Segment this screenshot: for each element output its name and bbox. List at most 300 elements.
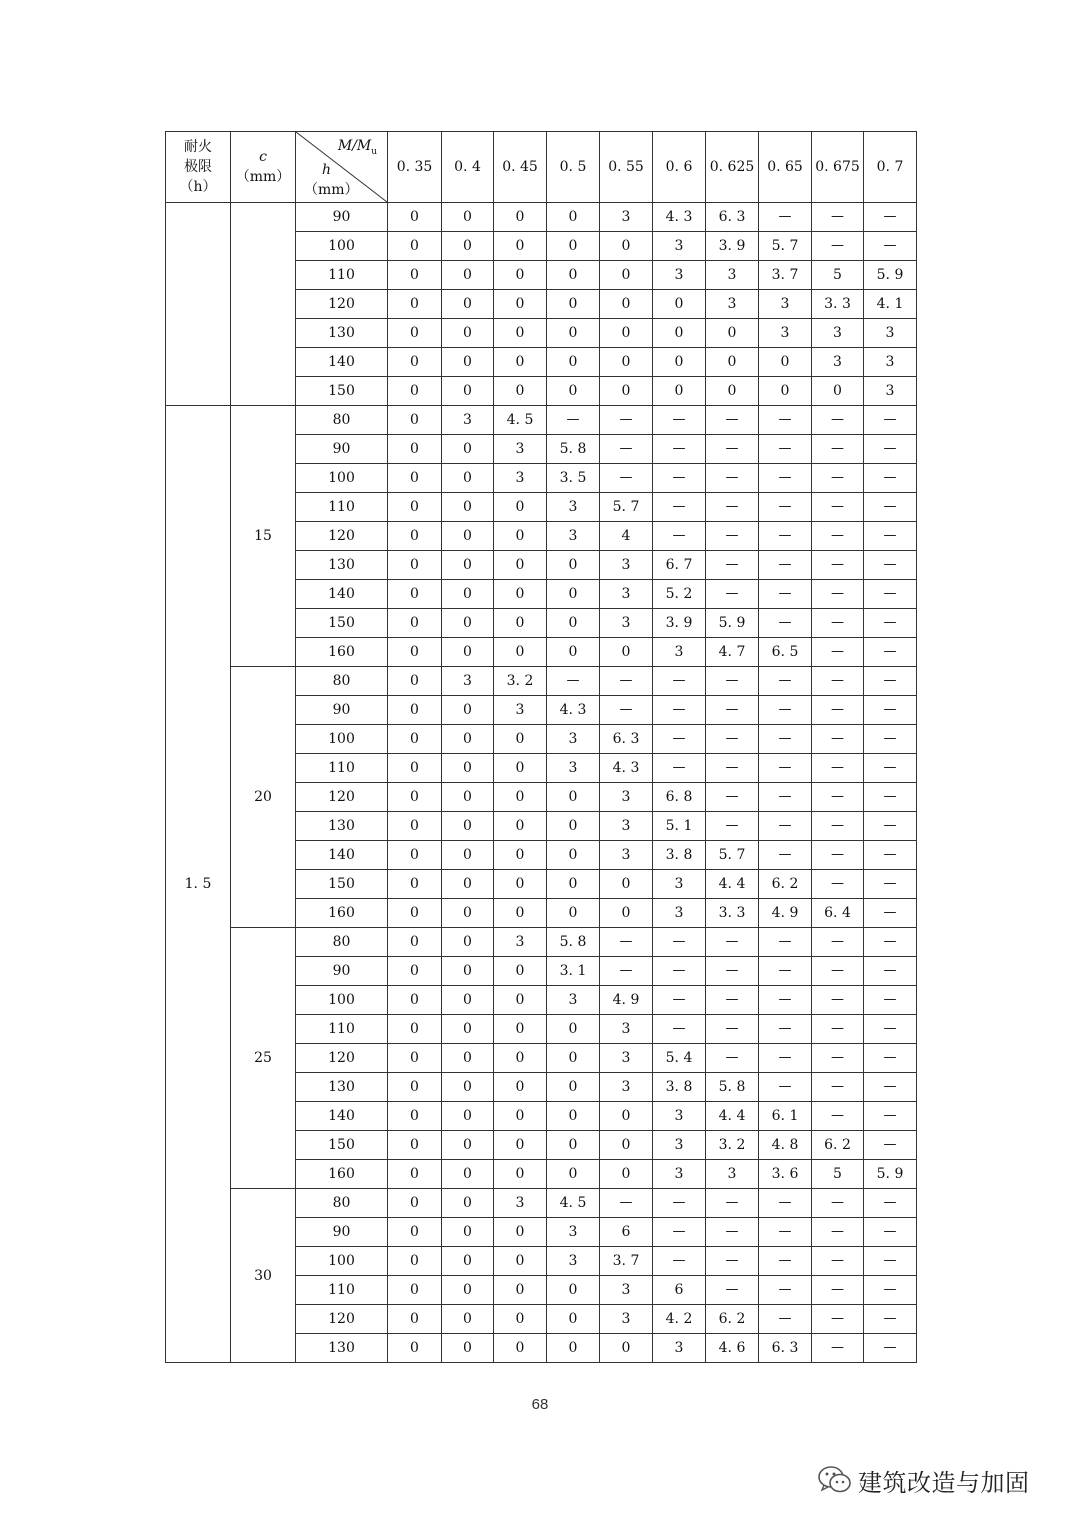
value-cell: 0: [547, 899, 600, 928]
value-cell: 5. 7: [706, 841, 759, 870]
value-cell: 5: [812, 261, 864, 290]
table-header-row: [166, 132, 917, 203]
value-cell: 0: [494, 986, 547, 1015]
value-cell: 0: [547, 377, 600, 406]
value-cell: —: [706, 406, 759, 435]
section-height-cell: 120: [296, 1044, 388, 1073]
header-fire-limit-label: [179, 139, 216, 195]
value-cell: 3: [547, 493, 600, 522]
value-cell: 0: [600, 319, 653, 348]
value-cell: 0: [442, 783, 494, 812]
value-cell: 3. 1: [547, 957, 600, 986]
value-cell: 0: [494, 638, 547, 667]
cover-thickness-cell: [231, 203, 296, 406]
value-cell: 0: [388, 986, 442, 1015]
value-cell: —: [759, 609, 812, 638]
value-cell: 4. 3: [600, 754, 653, 783]
section-height-cell: 160: [296, 899, 388, 928]
value-cell: —: [547, 667, 600, 696]
value-cell: 0: [547, 551, 600, 580]
value-cell: —: [812, 435, 864, 464]
section-height-cell: 110: [296, 261, 388, 290]
section-height-cell: 100: [296, 1247, 388, 1276]
value-cell: —: [600, 1189, 653, 1218]
value-cell: 3. 2: [494, 667, 547, 696]
value-cell: —: [759, 812, 812, 841]
value-cell: 0: [388, 928, 442, 957]
value-cell: —: [706, 812, 759, 841]
value-cell: —: [759, 551, 812, 580]
value-cell: —: [864, 580, 917, 609]
value-cell: 3: [494, 464, 547, 493]
value-cell: —: [812, 667, 864, 696]
section-height-cell: 120: [296, 290, 388, 319]
value-cell: 3: [547, 522, 600, 551]
value-cell: 0: [494, 1218, 547, 1247]
value-cell: —: [706, 783, 759, 812]
value-cell: 0: [388, 870, 442, 899]
value-cell: 0: [388, 957, 442, 986]
value-cell: 0: [547, 812, 600, 841]
value-cell: —: [653, 435, 706, 464]
value-cell: 0: [812, 377, 864, 406]
value-cell: 0: [388, 638, 442, 667]
value-cell: 0: [388, 580, 442, 609]
section-height-cell: 90: [296, 696, 388, 725]
value-cell: —: [653, 1015, 706, 1044]
value-cell: —: [600, 464, 653, 493]
value-cell: 3: [600, 812, 653, 841]
value-cell: 0: [494, 1247, 547, 1276]
value-cell: —: [759, 841, 812, 870]
value-cell: 0: [388, 1160, 442, 1189]
value-cell: —: [864, 870, 917, 899]
section-height-cell: 120: [296, 1305, 388, 1334]
value-cell: —: [812, 522, 864, 551]
value-cell: 3: [864, 319, 917, 348]
value-cell: 3: [600, 1276, 653, 1305]
value-cell: 0: [442, 1073, 494, 1102]
value-cell: 0: [600, 1334, 653, 1363]
section-height-cell: 110: [296, 754, 388, 783]
value-cell: —: [812, 841, 864, 870]
value-cell: —: [600, 957, 653, 986]
value-cell: 0: [600, 290, 653, 319]
value-cell: —: [812, 1102, 864, 1131]
header-col: 0. 4: [442, 132, 494, 203]
value-cell: 0: [442, 1131, 494, 1160]
header-fire-limit: [166, 132, 231, 203]
header-moment-ratio-label: M/M: [337, 138, 372, 154]
value-cell: —: [759, 493, 812, 522]
value-cell: 0: [653, 290, 706, 319]
value-cell: 0: [388, 551, 442, 580]
value-cell: 0: [388, 1247, 442, 1276]
header-fire-limit-line: 耐火: [184, 139, 212, 155]
value-cell: 6: [600, 1218, 653, 1247]
value-cell: —: [864, 1131, 917, 1160]
value-cell: 3: [547, 725, 600, 754]
value-cell: —: [759, 725, 812, 754]
value-cell: —: [653, 1218, 706, 1247]
value-cell: 0: [442, 725, 494, 754]
value-cell: —: [759, 1073, 812, 1102]
value-cell: 4. 6: [706, 1334, 759, 1363]
value-cell: 0: [388, 1334, 442, 1363]
value-cell: 0: [388, 406, 442, 435]
header-h-unit: （mm）: [304, 182, 359, 198]
value-cell: 3: [864, 377, 917, 406]
value-cell: 0: [442, 522, 494, 551]
value-cell: 0: [547, 638, 600, 667]
header-moment-ratio: [338, 138, 377, 160]
value-cell: 3: [706, 290, 759, 319]
value-cell: 3: [600, 203, 653, 232]
value-cell: 5: [812, 1160, 864, 1189]
value-cell: 3: [706, 261, 759, 290]
value-cell: 0: [547, 1015, 600, 1044]
header-fire-limit-line: （h）: [179, 179, 217, 195]
value-cell: 0: [547, 1334, 600, 1363]
value-cell: —: [812, 203, 864, 232]
value-cell: 0: [706, 348, 759, 377]
value-cell: 0: [547, 1102, 600, 1131]
value-cell: 4. 2: [653, 1305, 706, 1334]
value-cell: 3: [547, 986, 600, 1015]
value-cell: 0: [494, 1102, 547, 1131]
value-cell: 3. 7: [600, 1247, 653, 1276]
value-cell: 0: [494, 725, 547, 754]
value-cell: —: [706, 493, 759, 522]
value-cell: 0: [706, 319, 759, 348]
value-cell: 3: [494, 928, 547, 957]
value-cell: 3: [600, 1015, 653, 1044]
value-cell: —: [600, 667, 653, 696]
value-cell: —: [812, 754, 864, 783]
value-cell: 0: [442, 754, 494, 783]
value-cell: —: [706, 1247, 759, 1276]
value-cell: —: [812, 957, 864, 986]
value-cell: —: [864, 406, 917, 435]
value-cell: 0: [600, 899, 653, 928]
value-cell: 0: [547, 232, 600, 261]
value-cell: —: [759, 928, 812, 957]
value-cell: —: [812, 725, 864, 754]
value-cell: 0: [547, 319, 600, 348]
value-cell: —: [812, 406, 864, 435]
value-cell: 0: [442, 464, 494, 493]
section-height-cell: 80: [296, 667, 388, 696]
value-cell: 0: [494, 1160, 547, 1189]
value-cell: 0: [494, 290, 547, 319]
value-cell: —: [653, 464, 706, 493]
value-cell: 0: [547, 1073, 600, 1102]
section-height-cell: 110: [296, 1015, 388, 1044]
value-cell: —: [653, 493, 706, 522]
value-cell: 0: [547, 870, 600, 899]
value-cell: —: [864, 638, 917, 667]
value-cell: 0: [600, 377, 653, 406]
value-cell: 4: [600, 522, 653, 551]
header-col: 0. 5: [547, 132, 600, 203]
value-cell: —: [706, 1276, 759, 1305]
value-cell: —: [706, 667, 759, 696]
value-cell: 0: [388, 1218, 442, 1247]
value-cell: 3. 9: [706, 232, 759, 261]
value-cell: 0: [388, 1305, 442, 1334]
header-col: 0. 35: [388, 132, 442, 203]
value-cell: 3: [653, 232, 706, 261]
value-cell: —: [600, 435, 653, 464]
value-cell: 3: [547, 1247, 600, 1276]
value-cell: —: [864, 493, 917, 522]
value-cell: 3: [653, 1102, 706, 1131]
value-cell: —: [812, 986, 864, 1015]
value-cell: —: [706, 1189, 759, 1218]
value-cell: 0: [442, 290, 494, 319]
value-cell: —: [812, 928, 864, 957]
value-cell: —: [812, 1015, 864, 1044]
value-cell: 0: [388, 1131, 442, 1160]
value-cell: —: [864, 1015, 917, 1044]
value-cell: —: [864, 522, 917, 551]
section-height-cell: 100: [296, 232, 388, 261]
value-cell: —: [759, 986, 812, 1015]
value-cell: 4. 5: [547, 1189, 600, 1218]
header-col: 0. 625: [706, 132, 759, 203]
value-cell: 3. 2: [706, 1131, 759, 1160]
value-cell: 0: [547, 1305, 600, 1334]
value-cell: 0: [442, 580, 494, 609]
value-cell: 6. 2: [706, 1305, 759, 1334]
section-height-cell: 130: [296, 812, 388, 841]
value-cell: 0: [494, 1044, 547, 1073]
section-height-cell: 140: [296, 580, 388, 609]
value-cell: 0: [388, 1015, 442, 1044]
header-col: 0. 55: [600, 132, 653, 203]
section-height-cell: 130: [296, 319, 388, 348]
value-cell: —: [706, 551, 759, 580]
value-cell: 6. 5: [759, 638, 812, 667]
value-cell: —: [864, 725, 917, 754]
table-row: [166, 203, 917, 232]
header-col: 0. 45: [494, 132, 547, 203]
value-cell: 3. 8: [653, 1073, 706, 1102]
value-cell: 0: [494, 1073, 547, 1102]
cover-thickness-cell: 25: [231, 928, 296, 1189]
value-cell: 3: [600, 1044, 653, 1073]
value-cell: —: [706, 522, 759, 551]
value-cell: —: [706, 754, 759, 783]
value-cell: 0: [388, 435, 442, 464]
value-cell: 0: [442, 957, 494, 986]
value-cell: 5. 9: [864, 1160, 917, 1189]
value-cell: 0: [653, 319, 706, 348]
value-cell: 0: [388, 1102, 442, 1131]
value-cell: —: [864, 928, 917, 957]
value-cell: 0: [442, 1305, 494, 1334]
value-cell: —: [706, 1044, 759, 1073]
value-cell: —: [706, 725, 759, 754]
section-height-cell: 120: [296, 522, 388, 551]
value-cell: 3. 3: [812, 290, 864, 319]
cover-thickness-cell: 20: [231, 667, 296, 928]
value-cell: —: [653, 725, 706, 754]
value-cell: 0: [442, 841, 494, 870]
value-cell: 0: [388, 725, 442, 754]
value-cell: 0: [494, 580, 547, 609]
value-cell: 4. 9: [759, 899, 812, 928]
value-cell: —: [864, 232, 917, 261]
value-cell: —: [600, 696, 653, 725]
value-cell: —: [864, 1044, 917, 1073]
section-height-cell: 150: [296, 870, 388, 899]
value-cell: 0: [388, 232, 442, 261]
value-cell: —: [812, 609, 864, 638]
value-cell: —: [864, 667, 917, 696]
table-row: [166, 1189, 917, 1218]
value-cell: 0: [442, 232, 494, 261]
value-cell: 0: [547, 203, 600, 232]
header-moment-ratio-sub: u: [371, 146, 377, 157]
value-cell: 0: [494, 1334, 547, 1363]
value-cell: 0: [494, 261, 547, 290]
section-height-cell: 120: [296, 783, 388, 812]
value-cell: 4. 4: [706, 870, 759, 899]
cover-thickness-cell: 30: [231, 1189, 296, 1363]
value-cell: —: [706, 928, 759, 957]
value-cell: 4. 3: [653, 203, 706, 232]
value-cell: 0: [442, 319, 494, 348]
wechat-icon: [816, 1463, 854, 1497]
value-cell: —: [759, 667, 812, 696]
value-cell: 3. 3: [706, 899, 759, 928]
value-cell: 3: [600, 783, 653, 812]
value-cell: 0: [600, 348, 653, 377]
value-cell: —: [547, 406, 600, 435]
section-height-cell: 130: [296, 551, 388, 580]
section-height-cell: 80: [296, 928, 388, 957]
value-cell: 0: [442, 870, 494, 899]
value-cell: —: [600, 406, 653, 435]
value-cell: —: [653, 754, 706, 783]
value-cell: 0: [388, 319, 442, 348]
value-cell: 6. 4: [812, 899, 864, 928]
value-cell: —: [812, 1276, 864, 1305]
value-cell: 3: [653, 899, 706, 928]
value-cell: —: [812, 812, 864, 841]
value-cell: 0: [494, 812, 547, 841]
value-cell: 3: [494, 1189, 547, 1218]
value-cell: 0: [653, 348, 706, 377]
value-cell: —: [864, 696, 917, 725]
table-row: [166, 406, 917, 435]
section-height-cell: 150: [296, 377, 388, 406]
value-cell: 3. 6: [759, 1160, 812, 1189]
value-cell: 3: [864, 348, 917, 377]
value-cell: 3. 9: [653, 609, 706, 638]
value-cell: 0: [388, 290, 442, 319]
value-cell: 0: [547, 1131, 600, 1160]
value-cell: —: [864, 1218, 917, 1247]
value-cell: 0: [600, 638, 653, 667]
value-cell: 0: [442, 1015, 494, 1044]
value-cell: 0: [442, 899, 494, 928]
value-cell: 0: [600, 870, 653, 899]
section-height-cell: 100: [296, 986, 388, 1015]
value-cell: 0: [494, 377, 547, 406]
fire-limit-cell: [166, 203, 231, 406]
value-cell: 3: [547, 754, 600, 783]
value-cell: —: [812, 783, 864, 812]
watermark-text: 建筑改造与加固: [858, 1468, 1030, 1497]
value-cell: 0: [388, 1276, 442, 1305]
value-cell: 5. 9: [864, 261, 917, 290]
value-cell: —: [864, 957, 917, 986]
value-cell: 0: [442, 493, 494, 522]
value-cell: 6. 7: [653, 551, 706, 580]
value-cell: —: [759, 1189, 812, 1218]
value-cell: —: [706, 986, 759, 1015]
value-cell: 5. 7: [759, 232, 812, 261]
value-cell: 0: [388, 203, 442, 232]
value-cell: 3: [442, 406, 494, 435]
value-cell: —: [864, 1189, 917, 1218]
value-cell: 0: [442, 348, 494, 377]
value-cell: 0: [442, 1044, 494, 1073]
value-cell: 0: [547, 580, 600, 609]
value-cell: 0: [388, 261, 442, 290]
value-cell: 0: [388, 348, 442, 377]
value-cell: 0: [388, 1189, 442, 1218]
value-cell: 0: [494, 841, 547, 870]
value-cell: 3: [547, 1218, 600, 1247]
value-cell: —: [653, 1247, 706, 1276]
value-cell: 0: [494, 899, 547, 928]
value-cell: —: [706, 1218, 759, 1247]
value-cell: 0: [494, 551, 547, 580]
value-cell: —: [812, 1218, 864, 1247]
value-cell: —: [600, 928, 653, 957]
value-cell: 3: [600, 551, 653, 580]
value-cell: —: [864, 435, 917, 464]
cover-thickness-cell: 15: [231, 406, 296, 667]
value-cell: —: [706, 464, 759, 493]
value-cell: 6: [653, 1276, 706, 1305]
value-cell: 3: [600, 1305, 653, 1334]
value-cell: 0: [759, 348, 812, 377]
value-cell: —: [864, 783, 917, 812]
value-cell: —: [653, 928, 706, 957]
value-cell: 6. 3: [600, 725, 653, 754]
value-cell: —: [653, 986, 706, 1015]
value-cell: —: [653, 406, 706, 435]
value-cell: 0: [442, 261, 494, 290]
section-height-cell: 140: [296, 841, 388, 870]
value-cell: 0: [494, 1131, 547, 1160]
value-cell: 0: [442, 1218, 494, 1247]
value-cell: 6. 3: [706, 203, 759, 232]
value-cell: 0: [494, 522, 547, 551]
fire-resistance-table: [165, 131, 917, 1363]
value-cell: 0: [494, 1276, 547, 1305]
value-cell: 0: [388, 754, 442, 783]
value-cell: 0: [494, 232, 547, 261]
value-cell: 5. 7: [600, 493, 653, 522]
value-cell: 0: [388, 696, 442, 725]
value-cell: —: [864, 551, 917, 580]
section-height-cell: 90: [296, 203, 388, 232]
